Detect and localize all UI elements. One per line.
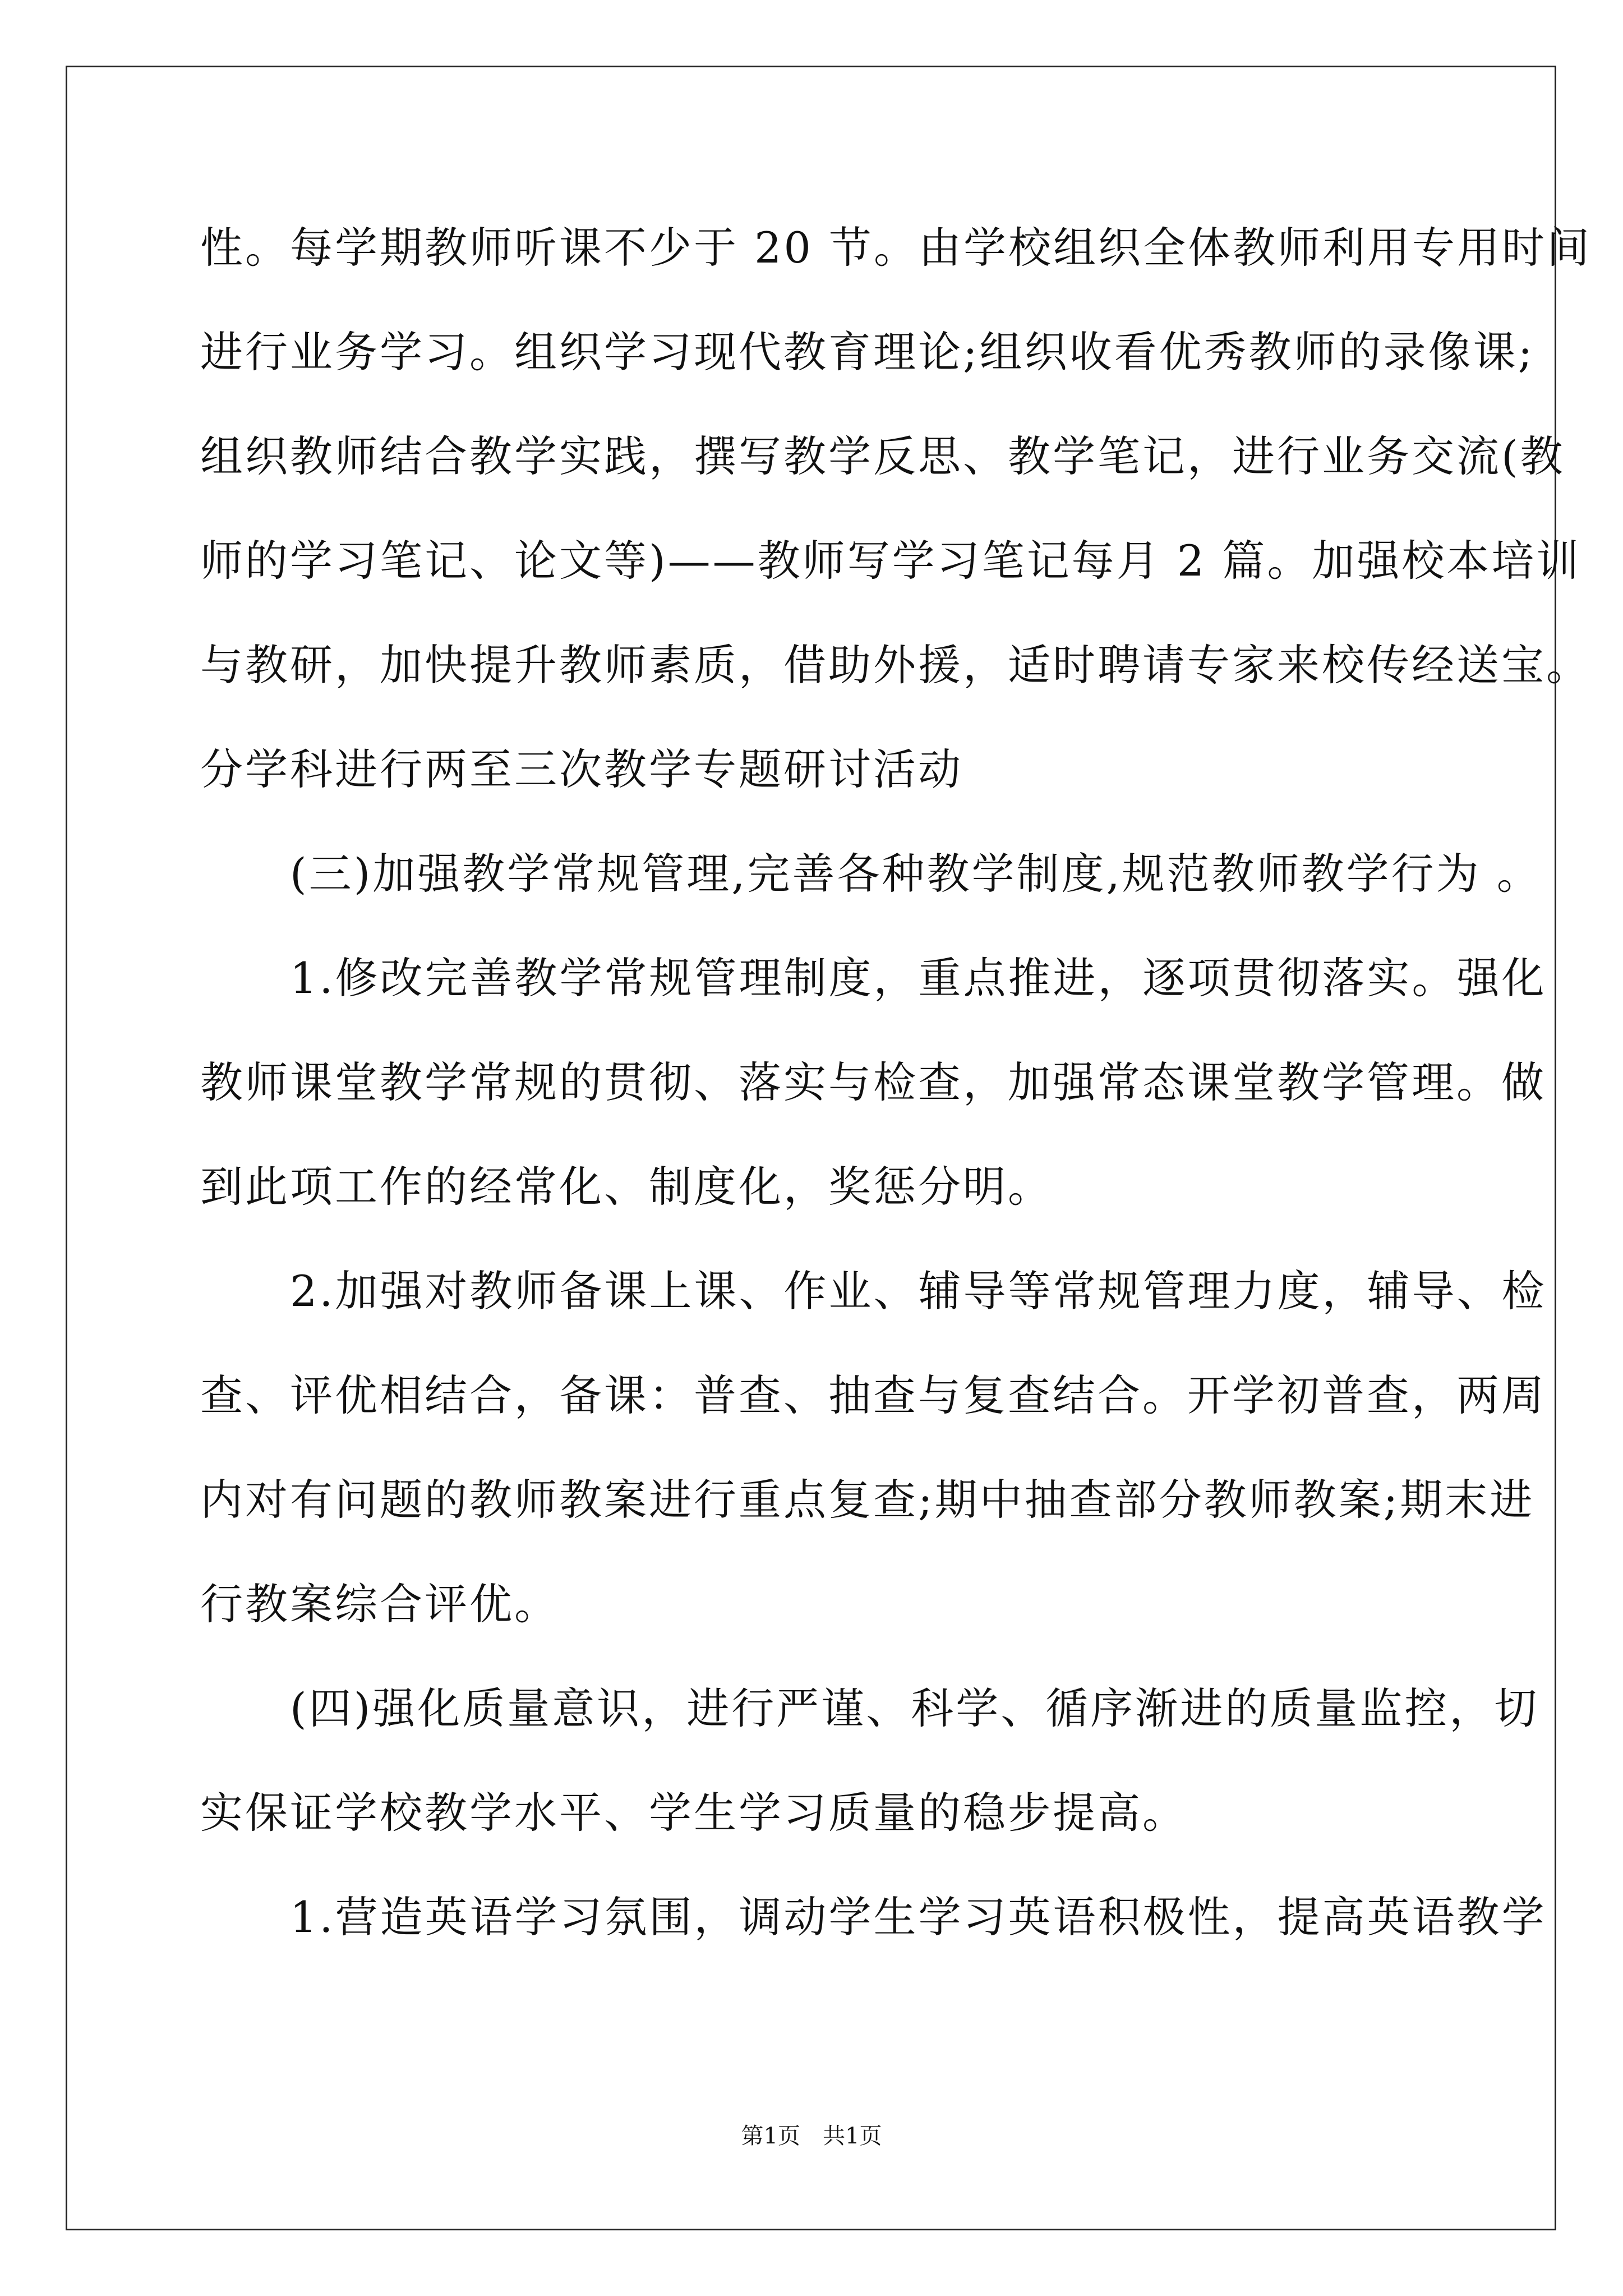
body-text-line: 分学科进行两至三次教学专题研讨活动 — [200, 744, 963, 794]
body-text-line: 性。每学期教师听课不少于 20 节。由学校组织全体教师利用专用时间 — [200, 223, 1592, 273]
body-text-line: 1.修改完善教学常规管理制度，重点推进，逐项贯彻落实。强化 — [200, 953, 1547, 1003]
body-text-line: 教师课堂教学常规的贯彻、落实与检查，加强常态课堂教学管理。做 — [200, 1057, 1546, 1107]
body-text-line: 进行业务学习。组织学习现代教育理论;组织收看优秀教师的录像课; — [200, 327, 1535, 377]
body-text-line: 2.加强对教师备课上课、作业、辅导等常规管理力度，辅导、检 — [200, 1266, 1547, 1316]
section-heading: (四)强化质量意识，进行严谨、科学、循序渐进的质量监控，切 — [200, 1683, 1539, 1733]
body-text-line: 内对有问题的教师教案进行重点复查;期中抽查部分教师教案;期末进 — [200, 1475, 1535, 1525]
body-text-line: 组织教师结合教学实践，撰写教学反思、教学笔记，进行业务交流(教 — [200, 431, 1565, 481]
body-text-line: 行教案综合评优。 — [200, 1579, 559, 1629]
body-text-line: 查、评优相结合，备课：普查、抽查与复查结合。开学初普查，两周 — [200, 1370, 1546, 1420]
body-text-line: 与教研，加快提升教师素质，借助外援，适时聘请专家来校传经送宝。 — [200, 640, 1591, 690]
body-text-line: 1.营造英语学习氛围，调动学生学习英语积极性，提高英语教学 — [200, 1892, 1547, 1942]
body-text-line: 师的学习笔记、论文等)——教师写学习笔记每月 2 篇。加强校本培训 — [200, 536, 1581, 586]
body-text-line: 到此项工作的经常化、制度化，奖惩分明。 — [200, 1162, 1053, 1212]
body-text-line: 实保证学校教学水平、学生学习质量的稳步提高。 — [200, 1788, 1187, 1838]
section-heading: (三)加强教学常规管理,完善各种教学制度,规范教师教学行为 。 — [200, 849, 1542, 899]
page-number-footer: 第1页 共1页 — [741, 2123, 882, 2149]
